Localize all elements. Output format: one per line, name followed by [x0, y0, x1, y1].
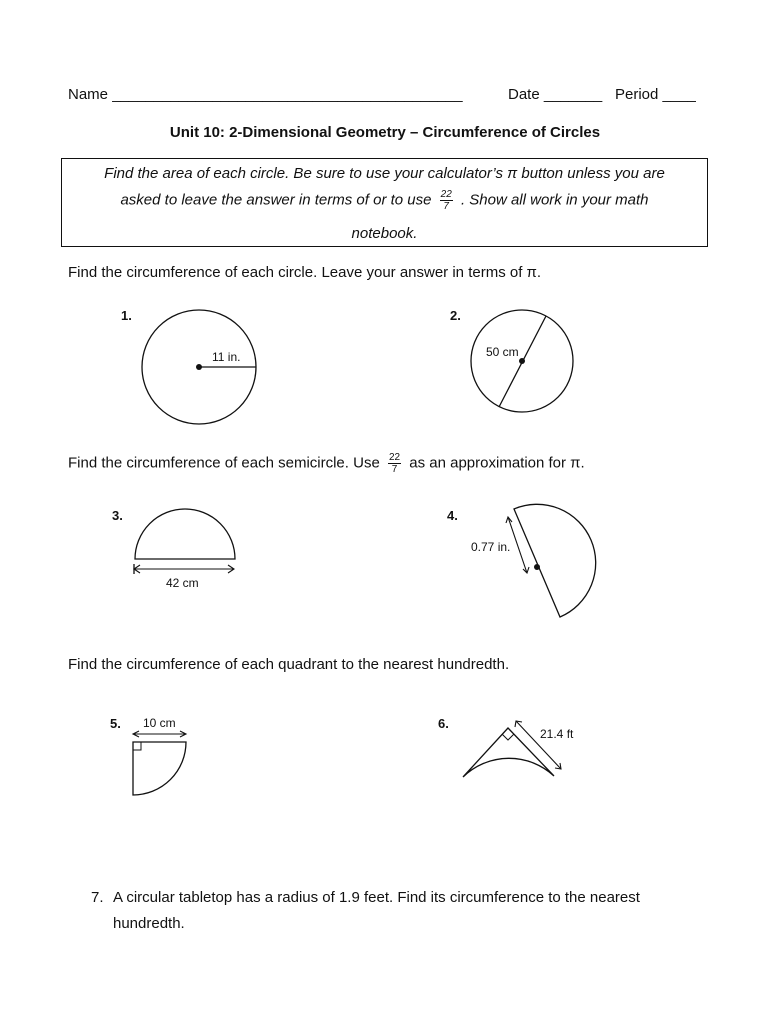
figure-3-semicircle: [130, 505, 240, 585]
figure-1-circle: [140, 308, 265, 433]
figure-2-circle: [470, 306, 580, 416]
fraction-22-7: [440, 189, 453, 212]
page-title: Unit 10: 2-Dimensional Geometry – Circumference of Circles: [169, 124, 601, 141]
section-circles-heading: Find the circumference of each circle. Leave your answer in terms of π.: [68, 264, 542, 281]
semicircle-fraction-22-7: [388, 452, 401, 475]
instructions-box: [61, 158, 708, 247]
period-line: [615, 86, 696, 103]
semicircle-text-before: Find the circumference of each semicircle. Use: [68, 454, 380, 472]
figure-3-number: 3.: [112, 508, 123, 523]
instructions-line-2: [62, 189, 707, 212]
instructions-line-3: notebook.: [351, 225, 418, 242]
name-line: [68, 86, 463, 103]
figure-4-number: 4.: [447, 508, 458, 523]
figure-6-radius-label: 21.4 ft: [540, 727, 574, 741]
fraction-numerator: 22: [440, 189, 452, 200]
semicircle-fraction-denominator: 7: [391, 464, 398, 475]
figure-6-number: 6.: [438, 716, 449, 731]
section-semicircles-heading: [68, 452, 585, 475]
question-7-number: 7.: [91, 889, 104, 906]
figure-1-number: 1.: [121, 308, 132, 323]
figure-5-radius-label: 10 cm: [143, 716, 176, 730]
figure-2-diameter-label: 50 cm: [486, 345, 519, 359]
figure-4-semicircle: [500, 505, 600, 625]
semicircle-fraction-numerator: 22: [388, 452, 401, 463]
name-label: Name: [68, 86, 109, 103]
instructions-line-1: Find the area of each circle. Be sure to use your calculator’s π button unless you are: [104, 165, 665, 182]
figure-2-number: 2.: [450, 308, 461, 323]
date-label: Date: [508, 86, 540, 103]
figure-1-radius-label: 11 in.: [212, 350, 241, 364]
figure-4-radius-label: 0.77 in.: [471, 540, 511, 554]
name-blank[interactable]: __________________________________________: [112, 86, 463, 103]
period-blank[interactable]: ____: [662, 86, 696, 103]
fraction-denominator: 7: [443, 201, 449, 212]
figure-5-number: 5.: [110, 716, 121, 731]
question-7-text: A circular tabletop has a radius of 1.9 feet. Find its circumference to the nearest hundredth.: [113, 889, 640, 932]
figure-3-diameter-label: 42 cm: [166, 576, 199, 590]
instructions-line-2-after: . Show all work in your math: [460, 191, 649, 209]
date-blank[interactable]: _______: [543, 86, 603, 103]
figure-5-quadrant: [128, 728, 198, 803]
semicircle-text-after: as an approximation for π.: [409, 454, 585, 472]
period-label: Period: [615, 86, 659, 103]
section-quadrants-heading: Find the circumference of each quadrant to the nearest hundredth.: [68, 656, 510, 673]
instructions-line-2-before: asked to leave the answer in terms of or to use: [120, 191, 432, 209]
date-line: [508, 86, 602, 103]
